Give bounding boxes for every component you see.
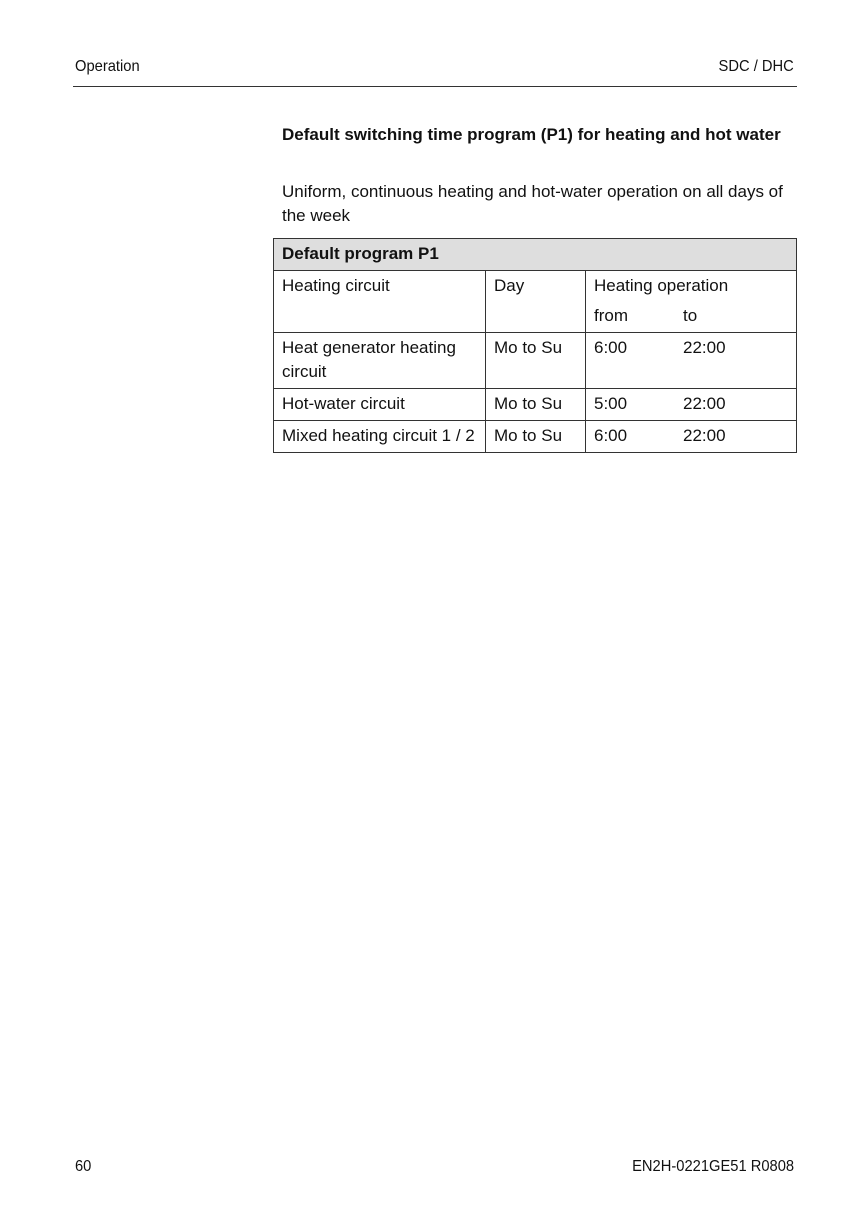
row-times	[586, 333, 797, 389]
table-row	[274, 389, 797, 421]
default-program-table	[273, 238, 797, 453]
header-operation: Heating operation	[594, 276, 729, 295]
page-number: 60	[75, 1158, 92, 1175]
table-header-row	[274, 271, 797, 333]
row-times	[586, 389, 797, 421]
row-day: Mo to Su	[486, 333, 586, 389]
row-from: 6:00	[594, 338, 628, 357]
header-from: from	[594, 306, 628, 325]
page-header	[73, 56, 797, 87]
header-product-name: SDC / DHC	[718, 58, 794, 75]
row-from: 6:00	[594, 426, 628, 445]
page-footer	[73, 1158, 797, 1180]
header-operation-cell	[586, 271, 797, 333]
table-row	[274, 421, 797, 453]
row-to: 22:00	[683, 338, 726, 357]
row-circuit: Mixed heating circuit 1 / 2	[274, 421, 486, 453]
header-day: Day	[486, 271, 586, 333]
row-to: 22:00	[683, 394, 726, 413]
table-title-row	[274, 239, 797, 271]
table-title: Default program P1	[274, 239, 797, 271]
row-from: 5:00	[594, 394, 628, 413]
row-day: Mo to Su	[486, 421, 586, 453]
row-times	[586, 421, 797, 453]
document-code: EN2H-0221GE51 R0808	[631, 1158, 794, 1175]
row-to: 22:00	[683, 426, 726, 445]
section-description: Uniform, continuous heating and hot-water operation on all days of the week	[282, 182, 783, 225]
header-from-to	[594, 304, 788, 328]
row-day: Mo to Su	[486, 389, 586, 421]
row-circuit: Hot-water circuit	[274, 389, 486, 421]
header-circuit: Heating circuit	[274, 271, 486, 333]
section-heading: Default switching time program (P1) for heating and hot water	[282, 125, 781, 144]
header-section-title: Operation	[75, 58, 140, 75]
table-row	[274, 333, 797, 389]
row-circuit: Heat generator heating circuit	[274, 333, 486, 389]
header-to: to	[683, 306, 698, 325]
